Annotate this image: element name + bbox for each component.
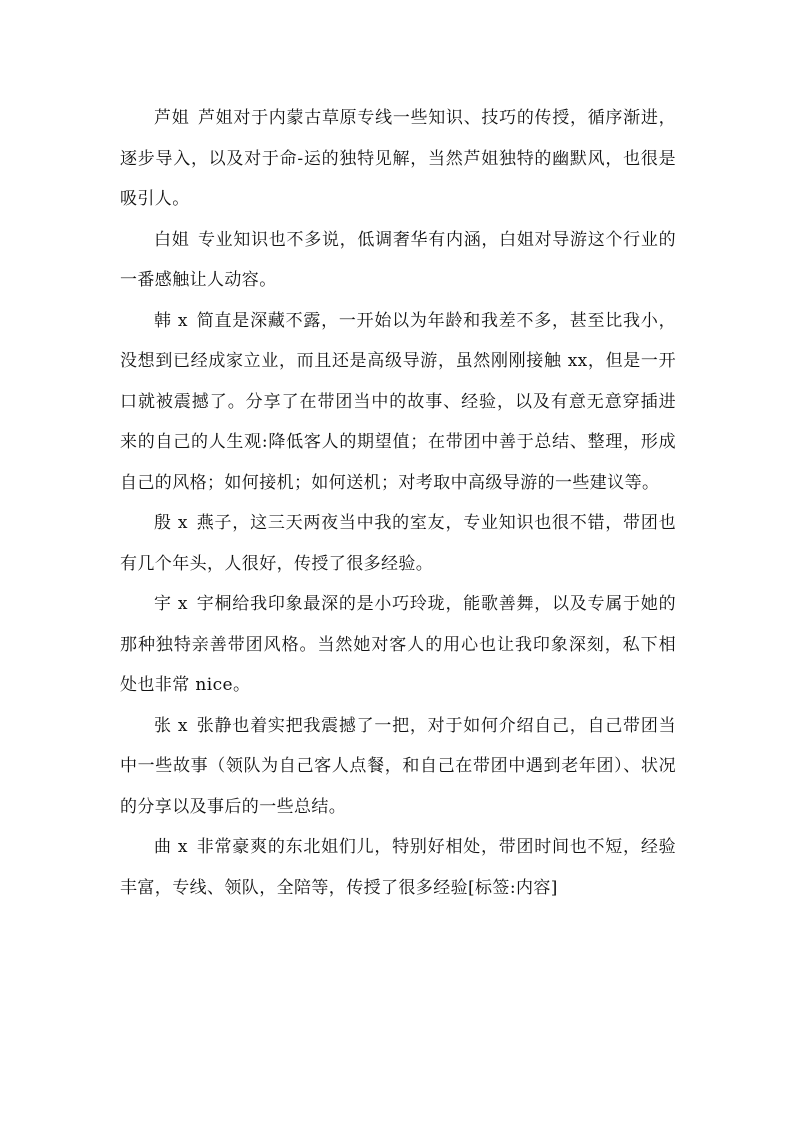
- paragraph: [120, 706, 676, 828]
- person-name: 芦姐: [154, 108, 190, 128]
- person-name: 张 x: [154, 715, 188, 736]
- person-name: 韩 x: [154, 310, 188, 331]
- paragraph-text: 燕子，这三天两夜当中我的室友，专业知识也很不错，带团也有几个年头，人很好，传授了很多经验。: [120, 513, 676, 574]
- paragraph-text: 宇桐给我印象最深的是小巧玲珑，能歌善舞，以及专属于她的那种独特亲善带团风格。当然她对客人的用心也让我印象深刻，私下相处也非常 nice。: [120, 594, 676, 695]
- person-name: 曲 x: [154, 837, 188, 857]
- paragraph: [120, 220, 676, 301]
- paragraph: [120, 301, 676, 504]
- person-name: 殷 x: [154, 513, 188, 533]
- paragraph-text: 非常豪爽的东北姐们儿，特别好相处，带团时间也不短，经验丰富，专线、领队，全陪等，传授了很多经验[标签:内容]: [120, 837, 676, 898]
- paragraph: [120, 503, 676, 584]
- paragraph: [120, 827, 676, 908]
- paragraph-text: 简直是深藏不露，一开始以为年龄和我差不多，甚至比我小，没想到已经成家立业，而且还是高级导游，虽然刚刚接触 xx，但是一开口就被震撼了。分享了在带团当中的故事、经验，以及有意无意穿插进来的自己的人生观:降低客人的期望值；在带团中善于总结、整理，形成自己的风格；如何接机；如何送机；对考取中高级导游的一些建议等。: [120, 310, 676, 493]
- document-body: [120, 98, 676, 908]
- paragraph: [120, 98, 676, 220]
- paragraph-text: 张静也着实把我震撼了一把，对于如何介绍自己，自己带团当中一些故事（领队为自己客人点餐，和自己在带团中遇到老年团）、状况的分享以及事后的一些总结。: [120, 715, 676, 817]
- paragraph-text: 芦姐对于内蒙古草原专线一些知识、技巧的传授，循序渐进，逐步导入，以及对于命-运的独特见解，当然芦姐独特的幽默风，也很是吸引人。: [120, 108, 676, 209]
- person-name: 宇 x: [154, 594, 188, 614]
- paragraph-text: 专业知识也不多说，低调奢华有内涵，白姐对导游这个行业的一番感触让人动容。: [120, 229, 676, 290]
- person-name: 白姐: [154, 229, 190, 250]
- paragraph: [120, 584, 676, 706]
